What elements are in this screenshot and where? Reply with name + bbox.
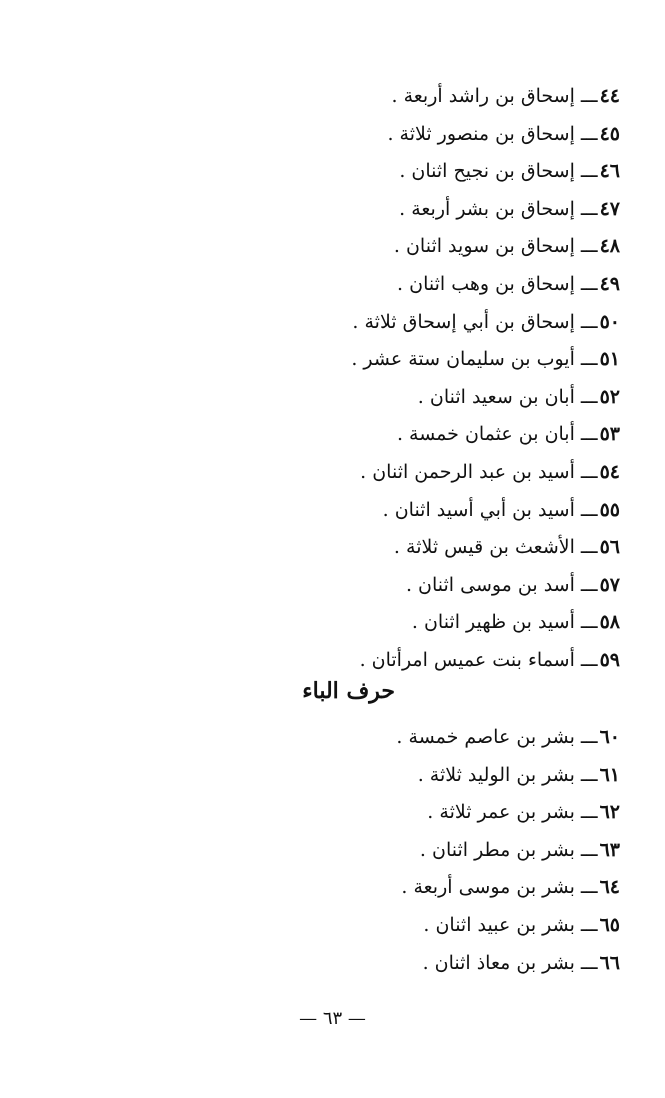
- entry-dash: ـــ: [580, 272, 598, 295]
- entry-text: بشر بن الوليد ثلاثة .: [417, 763, 575, 786]
- list-item: [290, 153, 620, 191]
- narrator-list-alif: [290, 78, 620, 680]
- entry-number: ٦٦: [599, 951, 620, 974]
- entry-dash: ـــ: [580, 763, 598, 786]
- list-item: [290, 341, 620, 379]
- list-item: [290, 454, 620, 492]
- entry-number: ٤٩: [599, 272, 620, 295]
- entry-text: أبان بن عثمان خمسة .: [396, 423, 575, 446]
- entry-text: أسيد بن عبد الرحمن اثنان .: [360, 460, 575, 483]
- list-item: [290, 567, 620, 605]
- list-item: [290, 191, 620, 229]
- entry-text: أسيد بن أبي أسيد اثنان .: [382, 498, 575, 521]
- entry-dash: ـــ: [580, 611, 598, 634]
- entry-number: ٥٤: [599, 460, 620, 483]
- entry-dash: ـــ: [580, 801, 598, 824]
- list-item: [290, 492, 620, 530]
- list-item: [290, 379, 620, 417]
- entry-text: إسحاق بن أبي إسحاق ثلاثة .: [352, 310, 575, 333]
- entry-text: أيوب بن سليمان ستة عشر .: [351, 348, 575, 371]
- entry-number: ٤٧: [599, 197, 620, 220]
- list-item: [290, 604, 620, 642]
- entry-text: بشر بن عمر ثلاثة .: [427, 801, 575, 824]
- list-item: [290, 757, 620, 795]
- entry-number: ٤٦: [599, 160, 620, 183]
- entry-text: أبان بن سعيد اثنان .: [417, 385, 575, 408]
- list-item: [290, 794, 620, 832]
- entry-number: ٥٠: [599, 310, 620, 333]
- entry-dash: ـــ: [580, 348, 598, 371]
- entry-text: إسحاق بن بشر أربعة .: [399, 197, 575, 220]
- entry-dash: ـــ: [580, 951, 598, 974]
- entry-number: ٦٥: [599, 913, 620, 936]
- entry-dash: ـــ: [580, 235, 598, 258]
- entry-number: ٦٢: [599, 801, 620, 824]
- list-item: [290, 869, 620, 907]
- entry-dash: ـــ: [580, 498, 598, 521]
- entry-dash: ـــ: [580, 85, 598, 107]
- list-item: [290, 416, 620, 454]
- entry-text: بشر بن موسى أربعة .: [401, 876, 575, 899]
- list-item: [290, 642, 620, 680]
- entry-number: ٥٦: [599, 536, 620, 559]
- entry-number: ٥٨: [599, 611, 620, 634]
- entry-number: ٤٨: [599, 235, 620, 258]
- entry-number: ٥٣: [599, 423, 620, 446]
- entry-dash: ـــ: [580, 536, 598, 559]
- entry-text: إسحاق بن راشد أربعة .: [391, 85, 575, 107]
- entry-dash: ـــ: [580, 122, 598, 145]
- entry-text: أسماء بنت عميس امرأتان .: [359, 648, 575, 671]
- entry-dash: ـــ: [580, 423, 598, 446]
- entry-text: بشر بن مطر اثنان .: [419, 838, 575, 861]
- list-item: [290, 907, 620, 945]
- narrator-list-ba: [290, 719, 620, 982]
- entry-text: أسيد بن ظهير اثنان .: [411, 611, 575, 634]
- section-heading: حرف الباء: [302, 678, 395, 704]
- entry-text: إسحاق بن سويد اثنان .: [393, 235, 575, 258]
- entry-text: الأشعث بن قيس ثلاثة .: [393, 536, 575, 559]
- entry-dash: ـــ: [580, 913, 598, 936]
- entry-number: ٥١: [599, 348, 620, 371]
- entry-dash: ـــ: [580, 838, 598, 861]
- list-item: [290, 116, 620, 154]
- entry-dash: ـــ: [580, 160, 598, 183]
- entry-number: ٥٧: [599, 573, 620, 596]
- entry-dash: ـــ: [580, 460, 598, 483]
- entry-text: أسد بن موسى اثنان .: [405, 573, 575, 596]
- list-item: [290, 78, 620, 116]
- entry-dash: ـــ: [580, 876, 598, 899]
- entry-text: إسحاق بن منصور ثلاثة .: [387, 122, 575, 145]
- entry-text: بشر بن معاذ اثنان .: [422, 951, 575, 974]
- entry-dash: ـــ: [580, 648, 598, 671]
- list-item: [290, 945, 620, 983]
- entry-text: إسحاق بن نجيح اثنان .: [399, 160, 575, 183]
- entry-number: ٦١: [599, 763, 620, 786]
- entry-dash: ـــ: [580, 573, 598, 596]
- list-item: [290, 304, 620, 342]
- list-item: [290, 832, 620, 870]
- list-item: [290, 228, 620, 266]
- entry-dash: ـــ: [580, 310, 598, 333]
- entry-dash: ـــ: [580, 197, 598, 220]
- entry-text: إسحاق بن وهب اثنان .: [397, 272, 575, 295]
- entry-number: ٥٢: [599, 385, 620, 408]
- entry-number: ٤٤: [599, 85, 620, 107]
- entry-number: ٦٣: [599, 838, 620, 861]
- entry-number: ٥٥: [599, 498, 620, 521]
- entry-number: ٤٥: [599, 122, 620, 145]
- entry-dash: ـــ: [580, 726, 598, 748]
- list-item: [290, 266, 620, 304]
- entry-number: ٦٠: [599, 726, 620, 748]
- list-item: [290, 529, 620, 567]
- list-item: [290, 719, 620, 757]
- entry-text: بشر بن عبيد اثنان .: [423, 913, 575, 936]
- entry-dash: ـــ: [580, 385, 598, 408]
- page-number: — ٦٣ —: [299, 1008, 366, 1029]
- entry-number: ٦٤: [599, 876, 620, 899]
- entry-number: ٥٩: [599, 648, 620, 671]
- entry-text: بشر بن عاصم خمسة .: [396, 726, 575, 748]
